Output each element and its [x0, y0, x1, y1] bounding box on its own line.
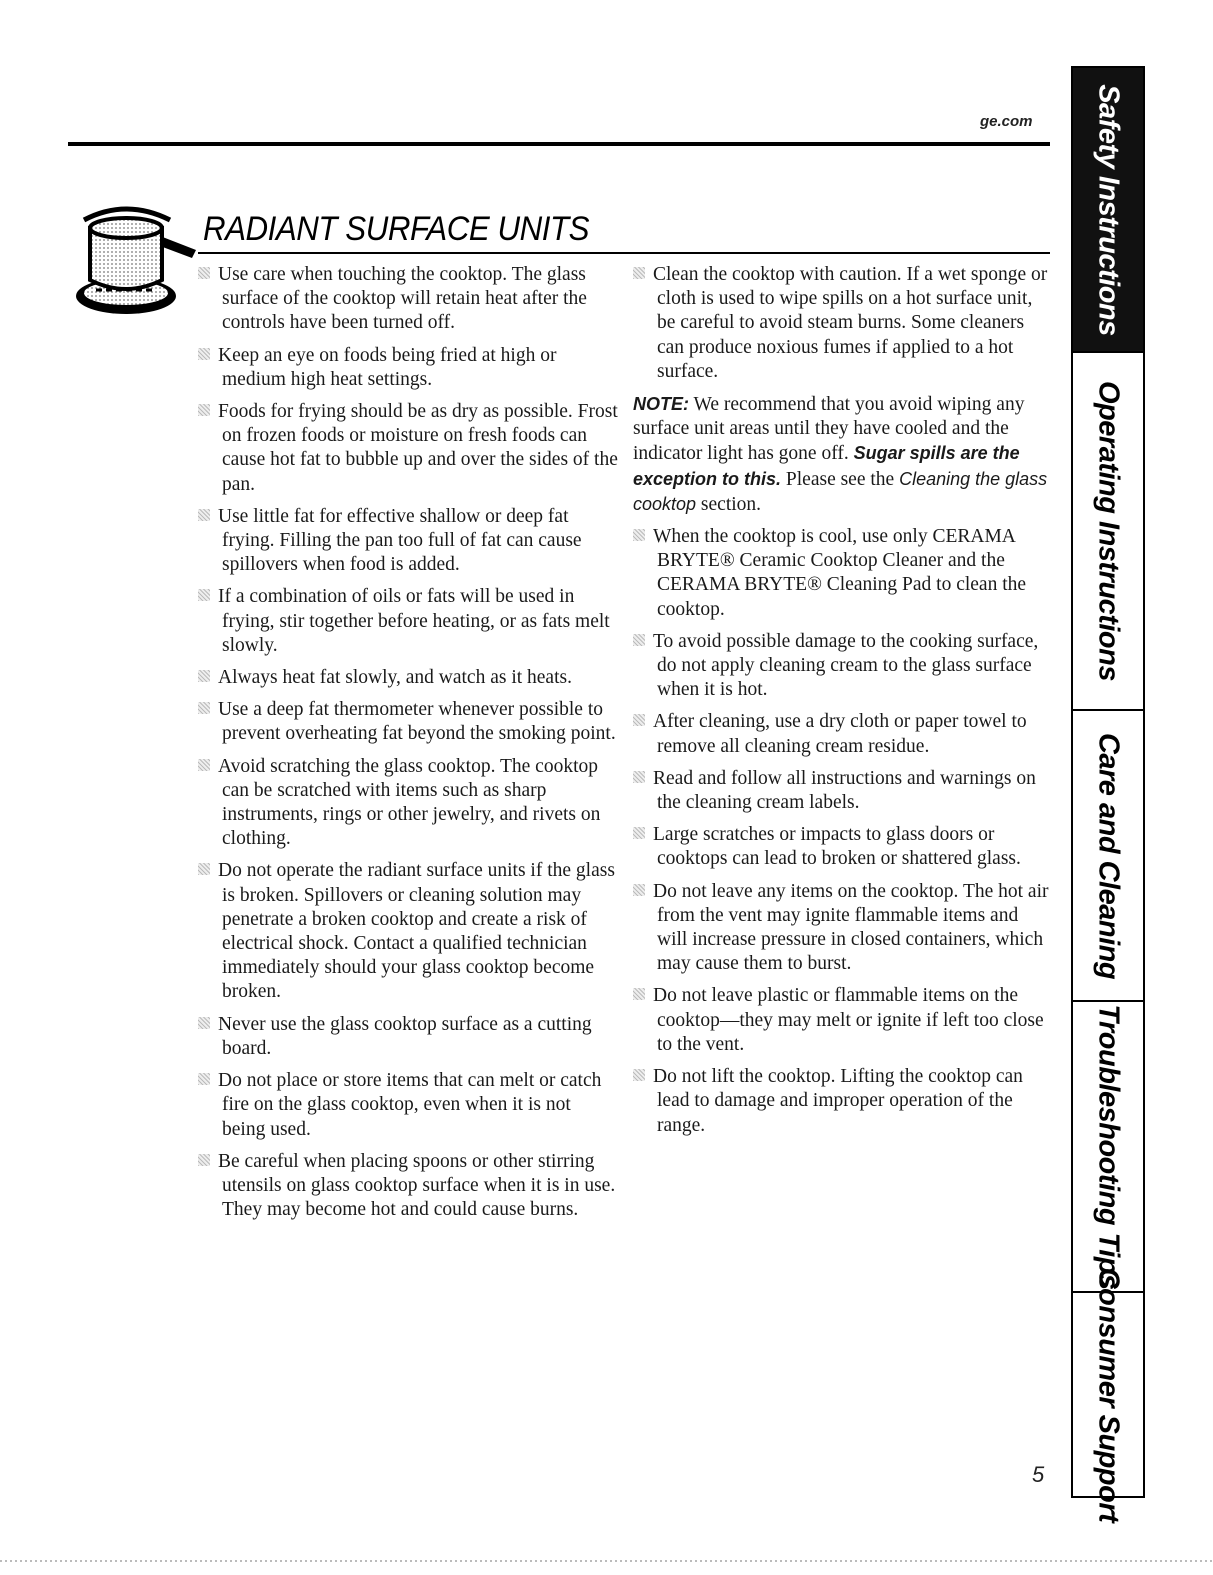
bullet-item: Read and follow all instructions and warnings on the cleaning cream labels. — [633, 767, 1053, 815]
bullet-icon — [633, 1069, 645, 1081]
tab-troubleshooting-tips[interactable] — [1073, 1002, 1143, 1293]
bullet-icon — [198, 670, 210, 682]
tab-label: Safety Instructions — [1092, 83, 1125, 336]
bullet-icon — [633, 827, 645, 839]
bullet-item: Large scratches or impacts to glass doors or cooktops can lead to broken or shattered glass. — [633, 823, 1053, 871]
bullet-icon — [198, 759, 210, 771]
tab-label: Consumer Support — [1092, 1267, 1125, 1522]
note-label: NOTE: — [633, 394, 689, 415]
note-text: We recommend that you avoid wiping any surface unit areas until they have cooled and the indicator light has gone off. — [633, 394, 1025, 465]
bullet-item: Never use the glass cooktop surface as a cutting board. — [198, 1013, 618, 1061]
bullet-icon — [198, 1017, 210, 1029]
section-title: RADIANT SURFACE UNITS — [203, 210, 590, 248]
tab-care-and-cleaning[interactable] — [1073, 711, 1143, 1002]
bullet-item: If a combination of oils or fats will be used in frying, stir together before heating, or as fats melt slowly. — [198, 585, 618, 658]
tab-safety-instructions[interactable] — [1073, 68, 1143, 353]
cooktop-pot-icon — [74, 198, 199, 326]
bullet-item: When the cooktop is cool, use only CERAMA BRYTE® Ceramic Cooktop Cleaner and the CERAMA BRYTE® Cleaning Pad to clean the cooktop. — [633, 525, 1053, 622]
right-column — [633, 263, 1053, 1146]
tab-label: Troubleshooting Tips — [1092, 1003, 1125, 1290]
bullet-item: To avoid possible damage to the cooking surface, do not apply cleaning cream to the glass surface when it is hot. — [633, 630, 1053, 703]
bullet-item: Keep an eye on foods being fried at high or medium high heat settings. — [198, 344, 618, 392]
note-emphasis: Sugar spills are the exception to this. — [633, 443, 1020, 489]
bullet-icon — [198, 348, 210, 360]
bullet-icon — [198, 589, 210, 601]
title-rule — [198, 252, 1050, 254]
left-column — [198, 263, 618, 1230]
bullet-icon — [633, 714, 645, 726]
header-rule — [68, 142, 1050, 146]
bullet-icon — [633, 634, 645, 646]
bullet-item: Do not place or store items that can melt or catch fire on the glass cooktop, even when it is not being used. — [198, 1069, 618, 1142]
note-block — [633, 392, 1053, 517]
bullet-icon — [198, 1154, 210, 1166]
note-text: Please see the — [785, 468, 895, 490]
tab-label: Care and Cleaning — [1092, 732, 1125, 979]
bullet-item: Do not leave any items on the cooktop. The hot air from the vent may ignite flammable items and will increase pressure in closed containers, which may cause them to burst. — [633, 880, 1053, 977]
bullet-icon — [198, 1073, 210, 1085]
site-url: ge.com — [980, 113, 1033, 130]
bullet-item: Avoid scratching the glass cooktop. The cooktop can be scratched with items such as sharp instruments, rings or other jewelry, and rivets on clothing. — [198, 755, 618, 852]
bullet-icon — [633, 267, 645, 279]
bullet-icon — [633, 529, 645, 541]
side-tab-bar — [1071, 66, 1145, 1522]
page-number: 5 — [1032, 1462, 1045, 1487]
bullet-icon — [198, 863, 210, 875]
tab-label: Operating Instructions — [1092, 381, 1125, 681]
bullet-item: Use care when touching the cooktop. The glass surface of the cooktop will retain heat after the controls have been turned off. — [198, 263, 618, 336]
section-reference: Cleaning the glass cooktop — [633, 468, 1048, 514]
bullet-icon — [633, 771, 645, 783]
bullet-item: Do not leave plastic or flammable items on the cooktop—they may melt or ignite if left too close to the vent. — [633, 984, 1053, 1057]
bullet-item: Use little fat for effective shallow or deep fat frying. Filling the pan too full of fat can cause spillovers when food is added. — [198, 505, 618, 578]
bullet-item: Do not operate the radiant surface units if the glass is broken. Spillovers or cleaning solution may penetrate a broken cooktop and create a risk of electrical shock. Contact a qualified technician immediately should your glass cooktop become broken. — [198, 859, 618, 1004]
bullet-icon — [198, 509, 210, 521]
bullet-item: Do not lift the cooktop. Lifting the cooktop can lead to damage and improper operation of the range. — [633, 1065, 1053, 1138]
bullet-icon — [198, 702, 210, 714]
bullet-icon — [633, 884, 645, 896]
bullet-item: Foods for frying should be as dry as possible. Frost on frozen foods or moisture on fresh foods can cause hot fat to bubble up and over the sides of the pan. — [198, 400, 618, 497]
bullet-item: Always heat fat slowly, and watch as it heats. — [198, 666, 618, 690]
bullet-item: Use a deep fat thermometer whenever possible to prevent overheating fat beyond the smoking point. — [198, 698, 618, 746]
tab-operating-instructions[interactable] — [1073, 353, 1143, 711]
tab-consumer-support[interactable] — [1073, 1267, 1143, 1522]
bullet-icon — [633, 988, 645, 1000]
page-bottom-edge — [0, 1560, 1213, 1562]
note-text: section. — [700, 493, 762, 515]
bullet-icon — [198, 404, 210, 416]
bullet-item: Clean the cooktop with caution. If a wet sponge or cloth is used to wipe spills on a hot surface unit, be careful to avoid steam burns. Some cleaners can produce noxious fumes if applied to a hot surface. — [633, 263, 1053, 384]
bullet-item: After cleaning, use a dry cloth or paper towel to remove all cleaning cream residue. — [633, 710, 1053, 758]
bullet-item: Be careful when placing spoons or other stirring utensils on glass cooktop surface when it is in use. They may become hot and could cause burns. — [198, 1150, 618, 1223]
bullet-icon — [198, 267, 210, 279]
